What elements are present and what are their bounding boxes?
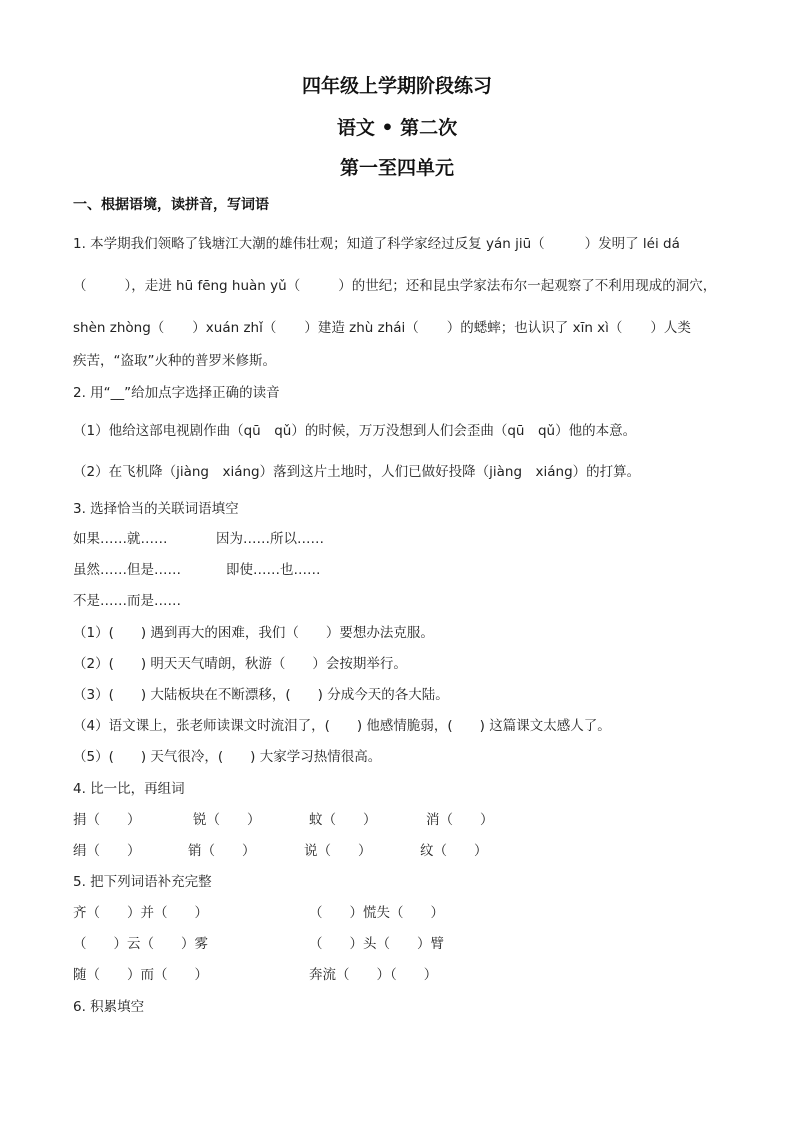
q3-sentence-2[interactable]: （2）( ) 明天天气晴朗，秋游（ ）会按期举行。: [73, 656, 407, 672]
q1-text: （: [73, 278, 87, 294]
q2-sentence-2[interactable]: （2）在飞机降（jiàng xiáng）落到这片土地时，人们已做好投降（jiàng xiáng）的打算。: [73, 464, 641, 480]
q1-line-3: [73, 316, 691, 336]
idiom-item[interactable]: 奔流（ ）（ ）: [309, 967, 438, 983]
word-compare-item[interactable]: 销（ ）: [188, 843, 256, 859]
q1-text: ）的世纪；还和昆虫学家法布尔一起观察了不利用现成的洞穴，: [338, 278, 717, 294]
idiom-item[interactable]: （ ）头（ ）臂: [309, 936, 444, 952]
word-compare-item[interactable]: 捐（ ）: [73, 812, 141, 828]
q1-text: ）的蟋蟀；也认识了 xīn xì（: [446, 320, 623, 336]
conjunction-option: 虽然……但是……: [73, 562, 181, 578]
word-compare-item[interactable]: 说（ ）: [304, 843, 372, 859]
word-compare-item[interactable]: 锐（ ）: [193, 812, 261, 828]
unit-title: 第一至四单元: [339, 157, 454, 179]
q1-text: shèn zhòng（: [73, 320, 165, 336]
q1-line-2: [73, 274, 716, 294]
conjunction-option: 不是……而是……: [73, 593, 181, 609]
idiom-item[interactable]: （ ）云（ ）雾: [73, 936, 208, 952]
idiom-item[interactable]: 齐（ ）并（ ）: [73, 905, 208, 921]
q3-sentence-1[interactable]: （1）( ) 遇到再大的困难，我们（ ）要想办法克服。: [73, 625, 434, 641]
q1-text: ）建造 zhù zhái（: [304, 320, 419, 336]
q6-heading: 6. 积累填空: [73, 999, 145, 1015]
q1-text: ）人类: [650, 320, 691, 336]
page-subtitle: 语文 • 第二次: [336, 117, 458, 139]
word-compare-item[interactable]: 绢（ ）: [73, 843, 141, 859]
q1-line-4: 疾苦，“盗取”火种的普罗米修斯。: [73, 353, 276, 369]
q3-heading: 3. 选择恰当的关联词语填空: [73, 501, 239, 517]
q2-sentence-1[interactable]: （1）他给这部电视剧作曲（qū qǔ）的时候，万万没想到人们会歪曲（qū qǔ）他的本意。: [73, 423, 637, 439]
q5-heading: 5. 把下列词语补充完整: [73, 874, 212, 890]
q3-sentence-5[interactable]: （5）( ) 天气很冷，( ) 大家学习热情很高。: [73, 749, 382, 765]
conjunction-option: 如果……就……: [73, 531, 168, 547]
page-title: 四年级上学期阶段练习: [301, 75, 492, 97]
idiom-item[interactable]: 随（ ）而（ ）: [73, 967, 208, 983]
q1-text: ）发明了 léi dá: [584, 236, 680, 252]
section-heading: 一、根据语境，读拼音，写词语: [73, 197, 269, 213]
word-compare-item[interactable]: 消（ ）: [426, 812, 494, 828]
q4-heading: 4. 比一比，再组词: [73, 781, 185, 797]
conjunction-option: 因为……所以……: [216, 531, 324, 547]
q2-heading: 2. 用“__”给加点字选择正确的读音: [73, 385, 280, 401]
q1-text: ）xuán zhǐ（: [192, 320, 277, 336]
idiom-item[interactable]: （ ）慌失（ ）: [309, 905, 444, 921]
word-compare-item[interactable]: 蚊（ ）: [309, 812, 377, 828]
word-compare-item[interactable]: 纹（ ）: [420, 843, 488, 859]
q1-text: ），走进 hū fēng huàn yǔ（: [124, 278, 301, 294]
q3-sentence-3[interactable]: （3）( ) 大陆板块在不断漂移，( ) 分成今天的各大陆。: [73, 687, 449, 703]
q1-text: 1. 本学期我们领略了钱塘江大潮的雄伟壮观；知道了科学家经过反复 yán jiū（: [73, 236, 545, 252]
q3-sentence-4[interactable]: （4）语文课上，张老师读课文时流泪了，( ) 他感情脆弱，( ) 这篇课文太感人了。: [73, 718, 611, 734]
conjunction-option: 即使……也……: [226, 562, 321, 578]
q1-line-1: [73, 232, 680, 252]
